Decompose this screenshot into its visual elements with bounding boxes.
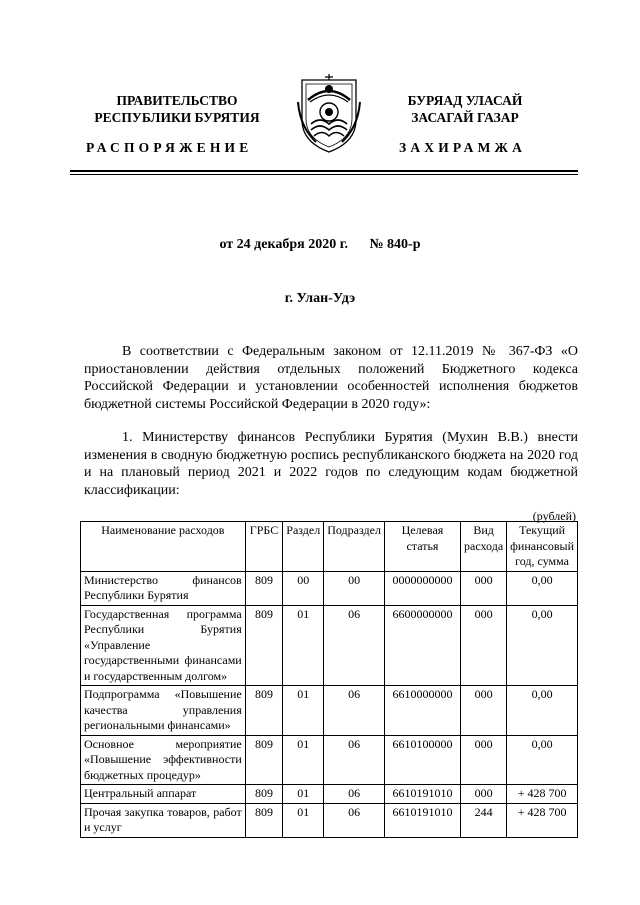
row-podrazdel: 06 <box>324 735 385 785</box>
document-city: г. Улан-Удэ <box>284 291 356 306</box>
government-name-line1: ПРАВИТЕЛЬСТВО <box>116 93 238 108</box>
header-razdel: Раздел <box>283 522 324 572</box>
row-statya: 6610191010 <box>384 785 460 804</box>
row-name: Центральный аппарат <box>81 785 246 804</box>
row-podrazdel: 06 <box>324 785 385 804</box>
row-summa: 0,00 <box>507 605 578 686</box>
row-vid: 000 <box>461 605 507 686</box>
table-row <box>81 785 578 804</box>
row-razdel: 01 <box>283 785 324 804</box>
row-razdel: 01 <box>283 735 324 785</box>
table-row <box>81 735 578 785</box>
government-name-line2: РЕСПУБЛИКИ БУРЯТИЯ <box>94 110 260 125</box>
row-statya: 6610100000 <box>384 735 460 785</box>
row-podrazdel: 06 <box>324 803 385 837</box>
row-summa: + 428 700 <box>507 803 578 837</box>
table-header-row <box>81 522 578 572</box>
preamble-paragraph: В соответствии с Федеральным законом от 12.11.2019 № 367-ФЗ «О приостановлении действия отдельных положений Бюджетного кодекса Российской Федерации и установлении особенностей исполнения бюджетов бюджетной системы Российской Федерации в 2020 году»: <box>84 344 578 412</box>
row-razdel: 00 <box>283 571 324 605</box>
table-row <box>81 605 578 686</box>
header-grbs: ГРБС <box>245 522 283 572</box>
row-grbs: 809 <box>245 735 283 785</box>
row-grbs: 809 <box>245 605 283 686</box>
row-statya: 0000000000 <box>384 571 460 605</box>
row-name: Государственная программа Республики Бурятия «Управление государственными финансами и государственным долгом» <box>81 605 246 686</box>
header-podrazdel: Подраздел <box>324 522 385 572</box>
doc-type-bua: ЗАХИРАМЖА <box>399 140 527 155</box>
document-date-line <box>0 237 640 253</box>
table-row <box>81 571 578 605</box>
row-name: Прочая закупка товаров, работ и услуг <box>81 803 246 837</box>
document-number: № 840-р <box>369 237 421 252</box>
row-statya: 6600000000 <box>384 605 460 686</box>
coat-of-arms-emblem <box>296 72 362 154</box>
row-grbs: 809 <box>245 785 283 804</box>
row-name: Подпрограмма «Повышение качества управления региональными финансами» <box>81 686 246 736</box>
table-row <box>81 803 578 837</box>
doc-type-ru: РАСПОРЯЖЕНИЕ <box>86 140 253 155</box>
row-razdel: 01 <box>283 803 324 837</box>
government-name-bua <box>380 92 550 126</box>
government-name-ru <box>84 92 270 126</box>
row-vid: 000 <box>461 686 507 736</box>
currency-unit-label: (рублей) <box>532 509 576 523</box>
row-summa: 0,00 <box>507 735 578 785</box>
row-statya: 6610000000 <box>384 686 460 736</box>
header-vid: Вид расхода <box>461 522 507 572</box>
row-name: Основное мероприятие «Повышение эффективности бюджетных процедур» <box>81 735 246 785</box>
row-vid: 000 <box>461 735 507 785</box>
government-name-bua-line2: ЗАСАГАЙ ГАЗАР <box>411 110 519 125</box>
document-date: от 24 декабря 2020 г. <box>219 237 348 252</box>
budget-classification-table <box>80 521 578 838</box>
row-podrazdel: 00 <box>324 571 385 605</box>
row-razdel: 01 <box>283 605 324 686</box>
row-summa: 0,00 <box>507 571 578 605</box>
row-name: Министерство финансов Республики Бурятия <box>81 571 246 605</box>
row-statya: 6610191010 <box>384 803 460 837</box>
row-podrazdel: 06 <box>324 605 385 686</box>
row-grbs: 809 <box>245 686 283 736</box>
row-vid: 000 <box>461 571 507 605</box>
row-podrazdel: 06 <box>324 686 385 736</box>
government-name-bua-line1: БУРЯАД УЛАСАЙ <box>407 93 523 108</box>
clause-1-paragraph: 1. Министерству финансов Республики Бурятия (Мухин В.В.) внести изменения в сводную бюджетную роспись республиканского бюджета на 2020 год и на плановый период 2021 и 2022 годов по следующим кодам бюджетной классификации: <box>84 430 578 498</box>
table-row <box>81 686 578 736</box>
header-summa: Текущий финансовый год, сумма <box>507 522 578 572</box>
row-vid: 244 <box>461 803 507 837</box>
header-name: Наименование расходов <box>81 522 246 572</box>
header-divider <box>70 170 578 172</box>
row-razdel: 01 <box>283 686 324 736</box>
row-summa: 0,00 <box>507 686 578 736</box>
header-statya: Целевая статья <box>384 522 460 572</box>
row-grbs: 809 <box>245 803 283 837</box>
row-grbs: 809 <box>245 571 283 605</box>
header-divider-thin <box>70 174 578 175</box>
row-summa: + 428 700 <box>507 785 578 804</box>
row-vid: 000 <box>461 785 507 804</box>
